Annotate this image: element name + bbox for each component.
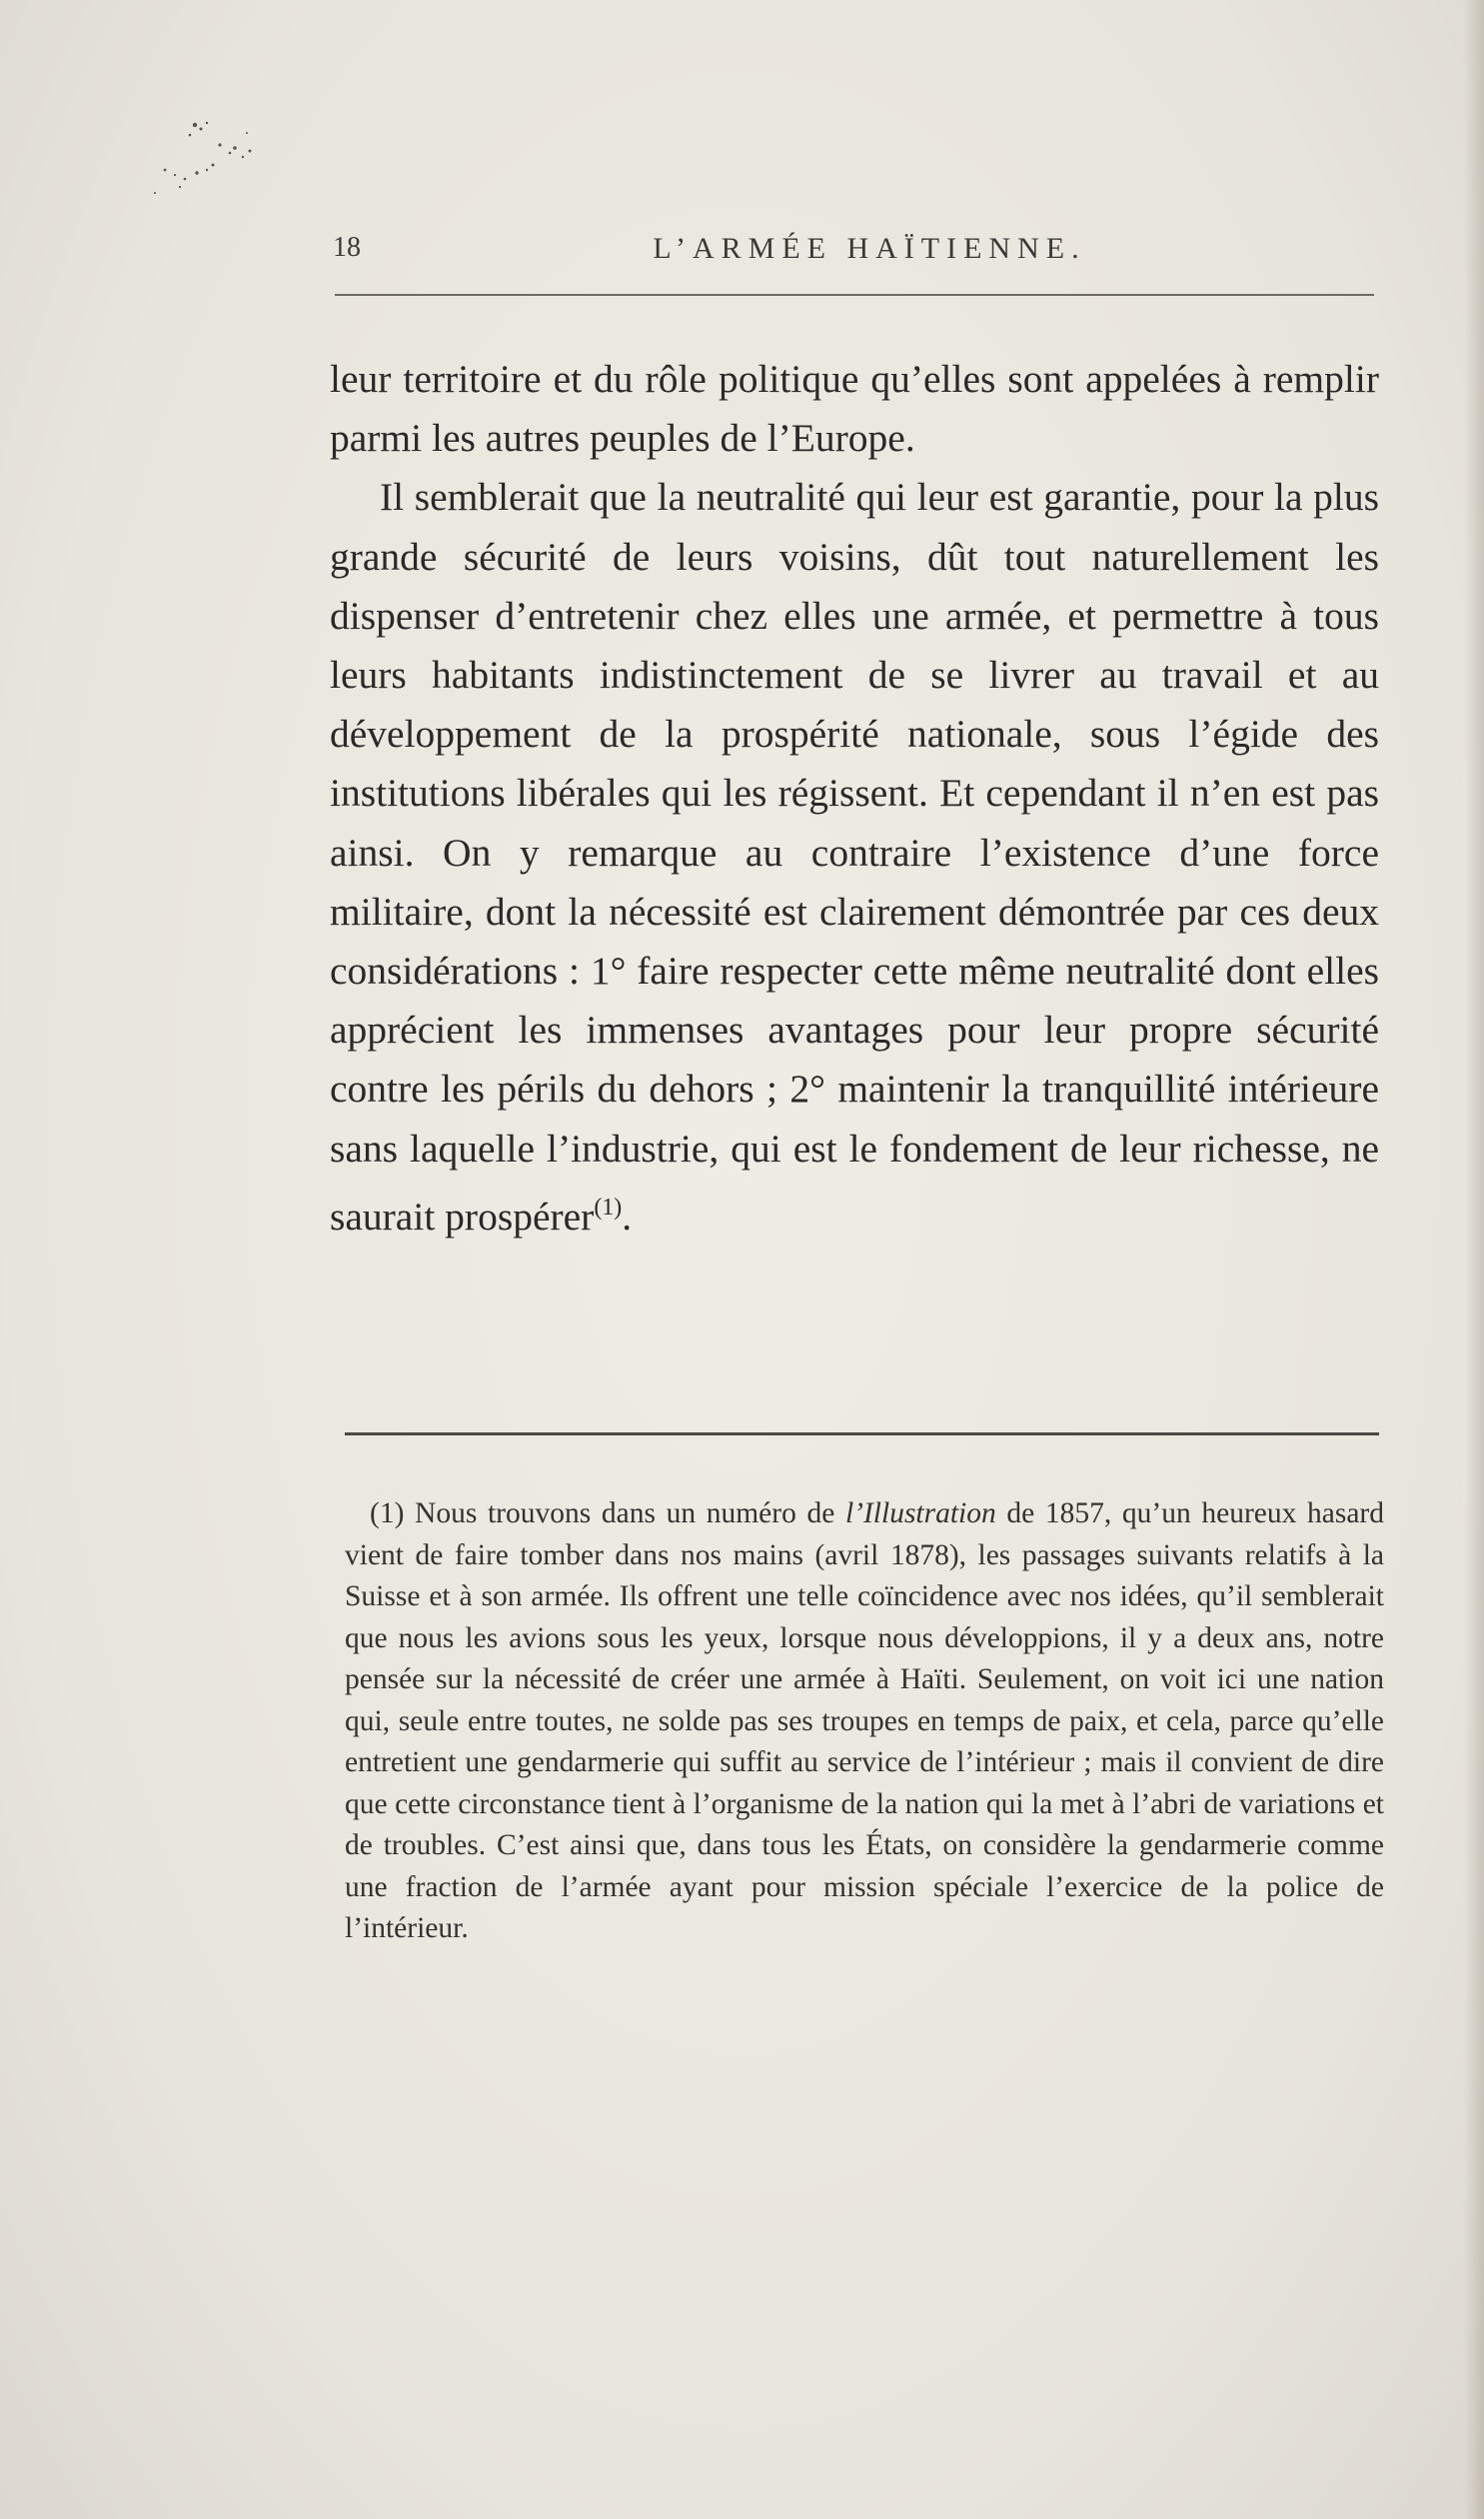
footnote-text: de 1857, qu’un heureux hasard vient de faire tomber dans nos mains (avril 1878), les passages suivants relatifs à la Suisse et à son armée. Ils offrent une telle coïncidence avec nos idées, qu’il semblerait que nous les avions sous les yeux, lorsque nous développions, il y a deux ans, notre pensée sur la nécessité de créer une armée à Haïti. Seulement, on voit ici une nation qui, seule entre toutes, ne solde pas ses troupes en temps de paix, et cela, parce qu’elle entretient une gendarmerie qui suffit au service de l’intérieur ; mais il convient de dire que cette circonstance tient à l’organisme de la nation qui la met à l’abri de variations et de troubles. C’est ainsi que, dans tous les États, on considère la gendarmerie comme une fraction de l’armée ayant pour mission spéciale l’exercice de la police de l’intérieur. xyxy=(345,1497,1384,1944)
page-edge-shadow xyxy=(1464,0,1484,2519)
paragraph-text: Il semblerait que la neutralité qui leur est garantie, pour la plus grande sécurité de leurs voisins, dût tout naturellement les dispenser d’entretenir chez elles une armée, et permettre à tous leurs habitants indistinctement de se livrer au travail et au développement de la prospérité nationale, sous l’égide des institutions libérales qui les régissent. Et cependant il n’en est pas ainsi. On y remarque au contraire l’existence d’une force militaire, dont la nécessité est clairement démontrée par ces deux considérations : 1° faire respecter cette même neutralité dont elles apprécient les immenses avantages pour leur propre sécurité contre les périls du dehors ; 2° maintenir la tranquillité intérieure sans laquelle l’industrie, qui est le fondement de leur richesse, ne saurait prospérer xyxy=(330,475,1379,1239)
paragraph-continued xyxy=(330,350,1379,468)
paragraph xyxy=(330,468,1379,1247)
paragraph-text: leur territoire et du rôle politique qu’elles sont appelées à remplir parmi les autres peuples de l’Europe. xyxy=(330,357,1379,461)
footnote xyxy=(345,1493,1384,1950)
page-number: 18 xyxy=(333,232,361,263)
running-title: L’ARMÉE HAÏTIENNE. xyxy=(653,232,1086,265)
footnote-reference: (1) xyxy=(594,1194,623,1221)
ink-speckle-mark xyxy=(135,115,285,225)
paragraph-end-punctuation: . xyxy=(622,1194,633,1239)
running-header xyxy=(325,232,1374,272)
footnote-lead: (1) Nous trouvons dans un numéro de xyxy=(370,1497,845,1529)
main-text xyxy=(330,350,1379,1247)
footnote-rule xyxy=(345,1432,1379,1435)
footnote-italic-title: l’Illustration xyxy=(844,1497,996,1529)
header-rule xyxy=(335,294,1374,296)
